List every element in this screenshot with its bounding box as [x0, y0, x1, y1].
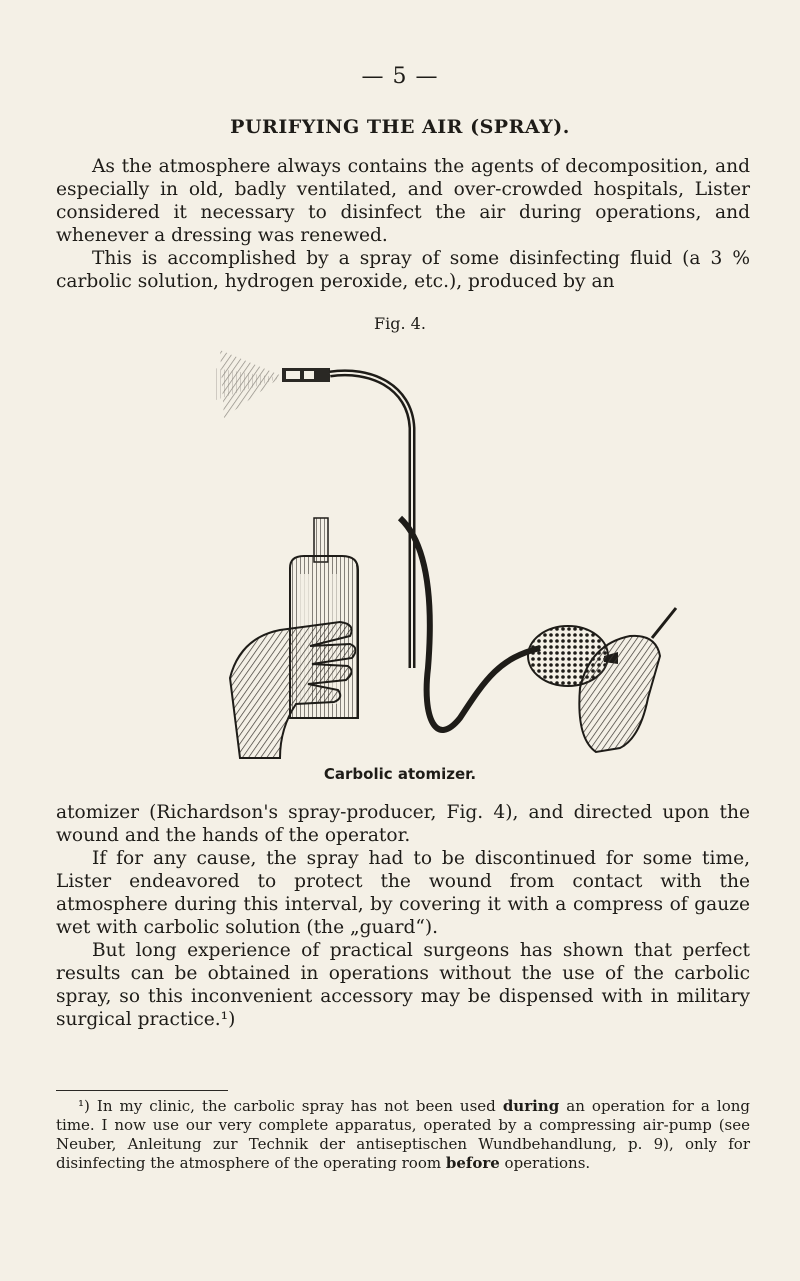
- section-heading: PURIFYING THE AIR (SPRAY).: [230, 116, 570, 138]
- paragraph: atomizer (Richardson's spray-producer, Fig. 4), and directed upon the wound and the hands of the operator.: [56, 802, 750, 846]
- body-text-top: [56, 155, 750, 293]
- footnote-emphasis: during: [502, 1097, 560, 1115]
- paragraph: But long experience of practical surgeons has shown that perfect results can be obtained in operations without the use of the carbolic spray, so this inconvenient accessory may be dispensed with in military surgical practice.¹): [56, 940, 750, 1030]
- paragraph: This is accomplished by a spray of some disinfecting fluid (a 3 % carbolic solution, hydrogen peroxide, etc.), produced by an: [56, 248, 750, 292]
- right-hand: [579, 608, 676, 752]
- page-number: — 5 —: [361, 64, 439, 89]
- footnote-part: ¹) In my clinic, the carbolic spray has not been used: [78, 1097, 503, 1115]
- nozzle: [282, 368, 330, 382]
- footnote-part: an operation for a long time. I now use our very complete apparatus, operated by a compressing air-pump (see Neuber, Anleitung zur Technik der antiseptischen Wundbehandlung, p. 9), only for disinfecting the atmosphere of the operating room: [56, 1097, 750, 1172]
- footnote-emphasis: before: [445, 1154, 500, 1172]
- paragraph: As the atmosphere always contains the agents of decomposition, and especially in old, badly ventilated, and over-crowded hospitals, Lister considered it necessary to disinfect the air during operations, and whenever a dressing was renewed.: [56, 156, 750, 246]
- footnote-text: [56, 1097, 750, 1173]
- spray-mist: [214, 350, 282, 418]
- footnote: [56, 1097, 750, 1173]
- atomizer-illustration: [200, 338, 680, 768]
- paragraph: If for any cause, the spray had to be discontinued for some time, Lister endeavored to protect the wound from contact with the atmosphere during this interval, by covering it with a compress of gauze wet with carbolic solution (the „guard“).: [56, 848, 750, 938]
- lower-tube: [400, 518, 540, 730]
- figure-caption: Carbolic atomizer.: [323, 765, 477, 783]
- atomizer-drawing: [200, 338, 680, 768]
- footnote-rule: [56, 1090, 228, 1091]
- footnote-part: operations.: [499, 1154, 591, 1172]
- body-text-bottom: [56, 801, 750, 1031]
- figure-label: Fig. 4.: [374, 314, 426, 333]
